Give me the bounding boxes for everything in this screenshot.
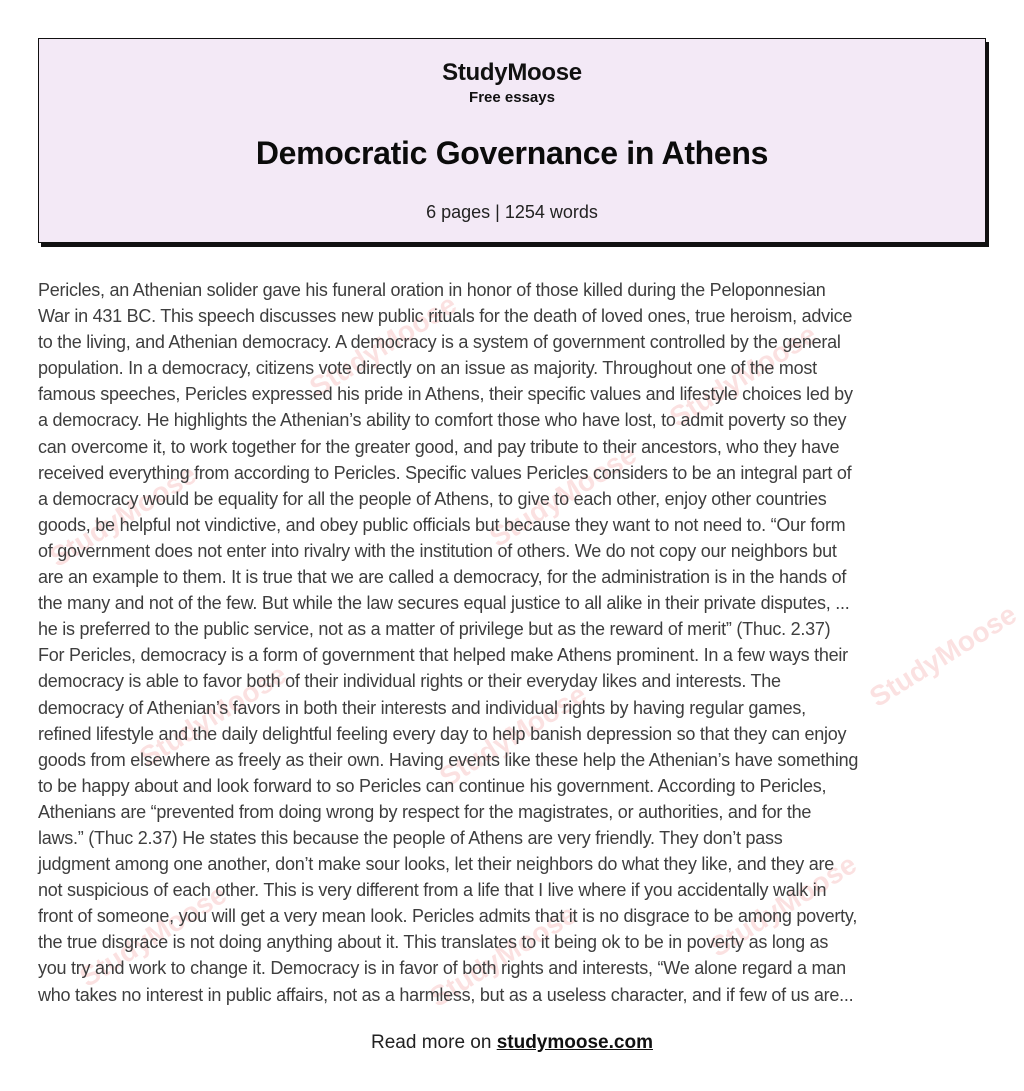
essay-line: goods, be helpful not vindictive, and obey public officials but because they want to not need to. “Our form bbox=[38, 514, 846, 535]
watermark: StudyMoose bbox=[434, 678, 592, 793]
read-more-label: Read more on bbox=[371, 1032, 497, 1053]
essay-line: you try and work to change it. Democracy is in favor of both rights and interests, “We alone regard a man bbox=[38, 958, 846, 979]
read-more-link[interactable]: studymoose.com bbox=[496, 1032, 653, 1053]
essay-line: democracy of Athenian’s favors in both their interests and individual rights by having regular games, bbox=[38, 697, 806, 718]
essay-line: who takes no interest in public affairs, not as a harmless, but as a useless character, and if few of us are... bbox=[38, 984, 854, 1005]
essay-header bbox=[38, 38, 986, 243]
essay-line: received everything from according to Pericles. Specific values Pericles considers to be an integral part of bbox=[38, 462, 852, 483]
watermark: StudyMoose bbox=[134, 658, 292, 773]
essay-line: population. In a democracy, citizens vote directly on an issue as majority. Throughout one of the most bbox=[38, 358, 817, 379]
essay-line: front of someone, you will get a very mean look. Pericles admits that it is no disgrace to be among poverty, bbox=[38, 906, 858, 927]
essay-line: War in 431 BC. This speech discusses new public rituals for the death of loved ones, true heroism, advice bbox=[38, 306, 853, 327]
essay-line: refined lifestyle and the daily delightful feeling every day to help banish depression so that they can enjoy bbox=[38, 723, 847, 744]
watermark: StudyMoose bbox=[664, 318, 822, 433]
essay-line: are an example to them. It is true that we are called a democracy, for the administration is in the hands of bbox=[38, 567, 847, 588]
essay-line: Athenians are “prevented from doing wrong by respect for the magistrates, or authorities, and for the bbox=[38, 801, 812, 822]
brand-logo: StudyMoose bbox=[442, 59, 582, 86]
page-title: Democratic Governance in Athens bbox=[255, 135, 769, 171]
watermark: StudyMoose bbox=[704, 848, 862, 963]
essay-line: goods from elsewhere as freely as their own. Having events like these help the Athenian’s have something bbox=[38, 749, 859, 770]
essay-line: laws.” (Thuc 2.37) He states this because the people of Athens are very friendly. They don’t pass bbox=[38, 827, 783, 848]
essay-line: For Pericles, democracy is a form of government that helped make Athens prominent. In a few ways their bbox=[38, 645, 848, 666]
essay-body bbox=[38, 277, 998, 1008]
brand-tagline: Free essays bbox=[469, 89, 555, 106]
watermark: StudyMoose bbox=[864, 598, 1022, 713]
essay-line: the many and not of the few. But while the law secures equal justice to all alike in their private disputes, ... bbox=[38, 593, 850, 614]
essay-line: the true disgrace is not doing anything about it. This translates to it being ok to be in poverty as long as bbox=[38, 932, 829, 953]
essay-meta: 6 pages | 1254 words bbox=[426, 202, 598, 222]
essay-line: a democracy. He highlights the Athenian’s ability to comfort those who have lost, to admit poverty so they bbox=[38, 410, 847, 431]
watermark: StudyMoose bbox=[484, 438, 642, 553]
essay-line: can overcome it, to work together for the greater good, and pay tribute to their ancestors, who they have bbox=[38, 436, 840, 457]
read-more bbox=[0, 1032, 1024, 1054]
essay-line: democracy is able to favor both of their individual rights or their everyday likes and interests. The bbox=[38, 671, 781, 692]
essay-line: judgment among one another, don’t make sour looks, let their neighbors do what they like, and they are bbox=[38, 854, 835, 875]
essay-line: not suspicious of each other. This is very different from a life that I live where if you accidentally walk in bbox=[38, 880, 827, 901]
essay-line: to be happy about and look forward to so Pericles can continue his government. According to Pericles, bbox=[38, 775, 827, 796]
watermark: StudyMoose bbox=[424, 898, 582, 1013]
essay-line: Pericles, an Athenian solider gave his funeral oration in honor of those killed during the Peloponnesian bbox=[38, 280, 826, 300]
watermark: StudyMoose bbox=[44, 458, 202, 573]
essay-line: he is preferred to the public service, not as a matter of privilege but as the reward of merit” (Thuc. 2.37) bbox=[38, 619, 831, 640]
essay-line: a democracy would be equality for all the people of Athens, to give to each other, enjoy other countries bbox=[38, 488, 827, 509]
watermark: StudyMoose bbox=[74, 878, 232, 993]
essay-line: famous speeches, Pericles expressed his pride in Athens, their specific values and lifestyle choices led by bbox=[38, 384, 853, 405]
essay-line: to the living, and Athenian democracy. A democracy is a system of government controlled by the general bbox=[38, 332, 841, 353]
essay-line: of government does not enter into rivalry with the institution of others. We do not copy our neighbors but bbox=[38, 540, 837, 561]
watermark: StudyMoose bbox=[304, 288, 462, 403]
